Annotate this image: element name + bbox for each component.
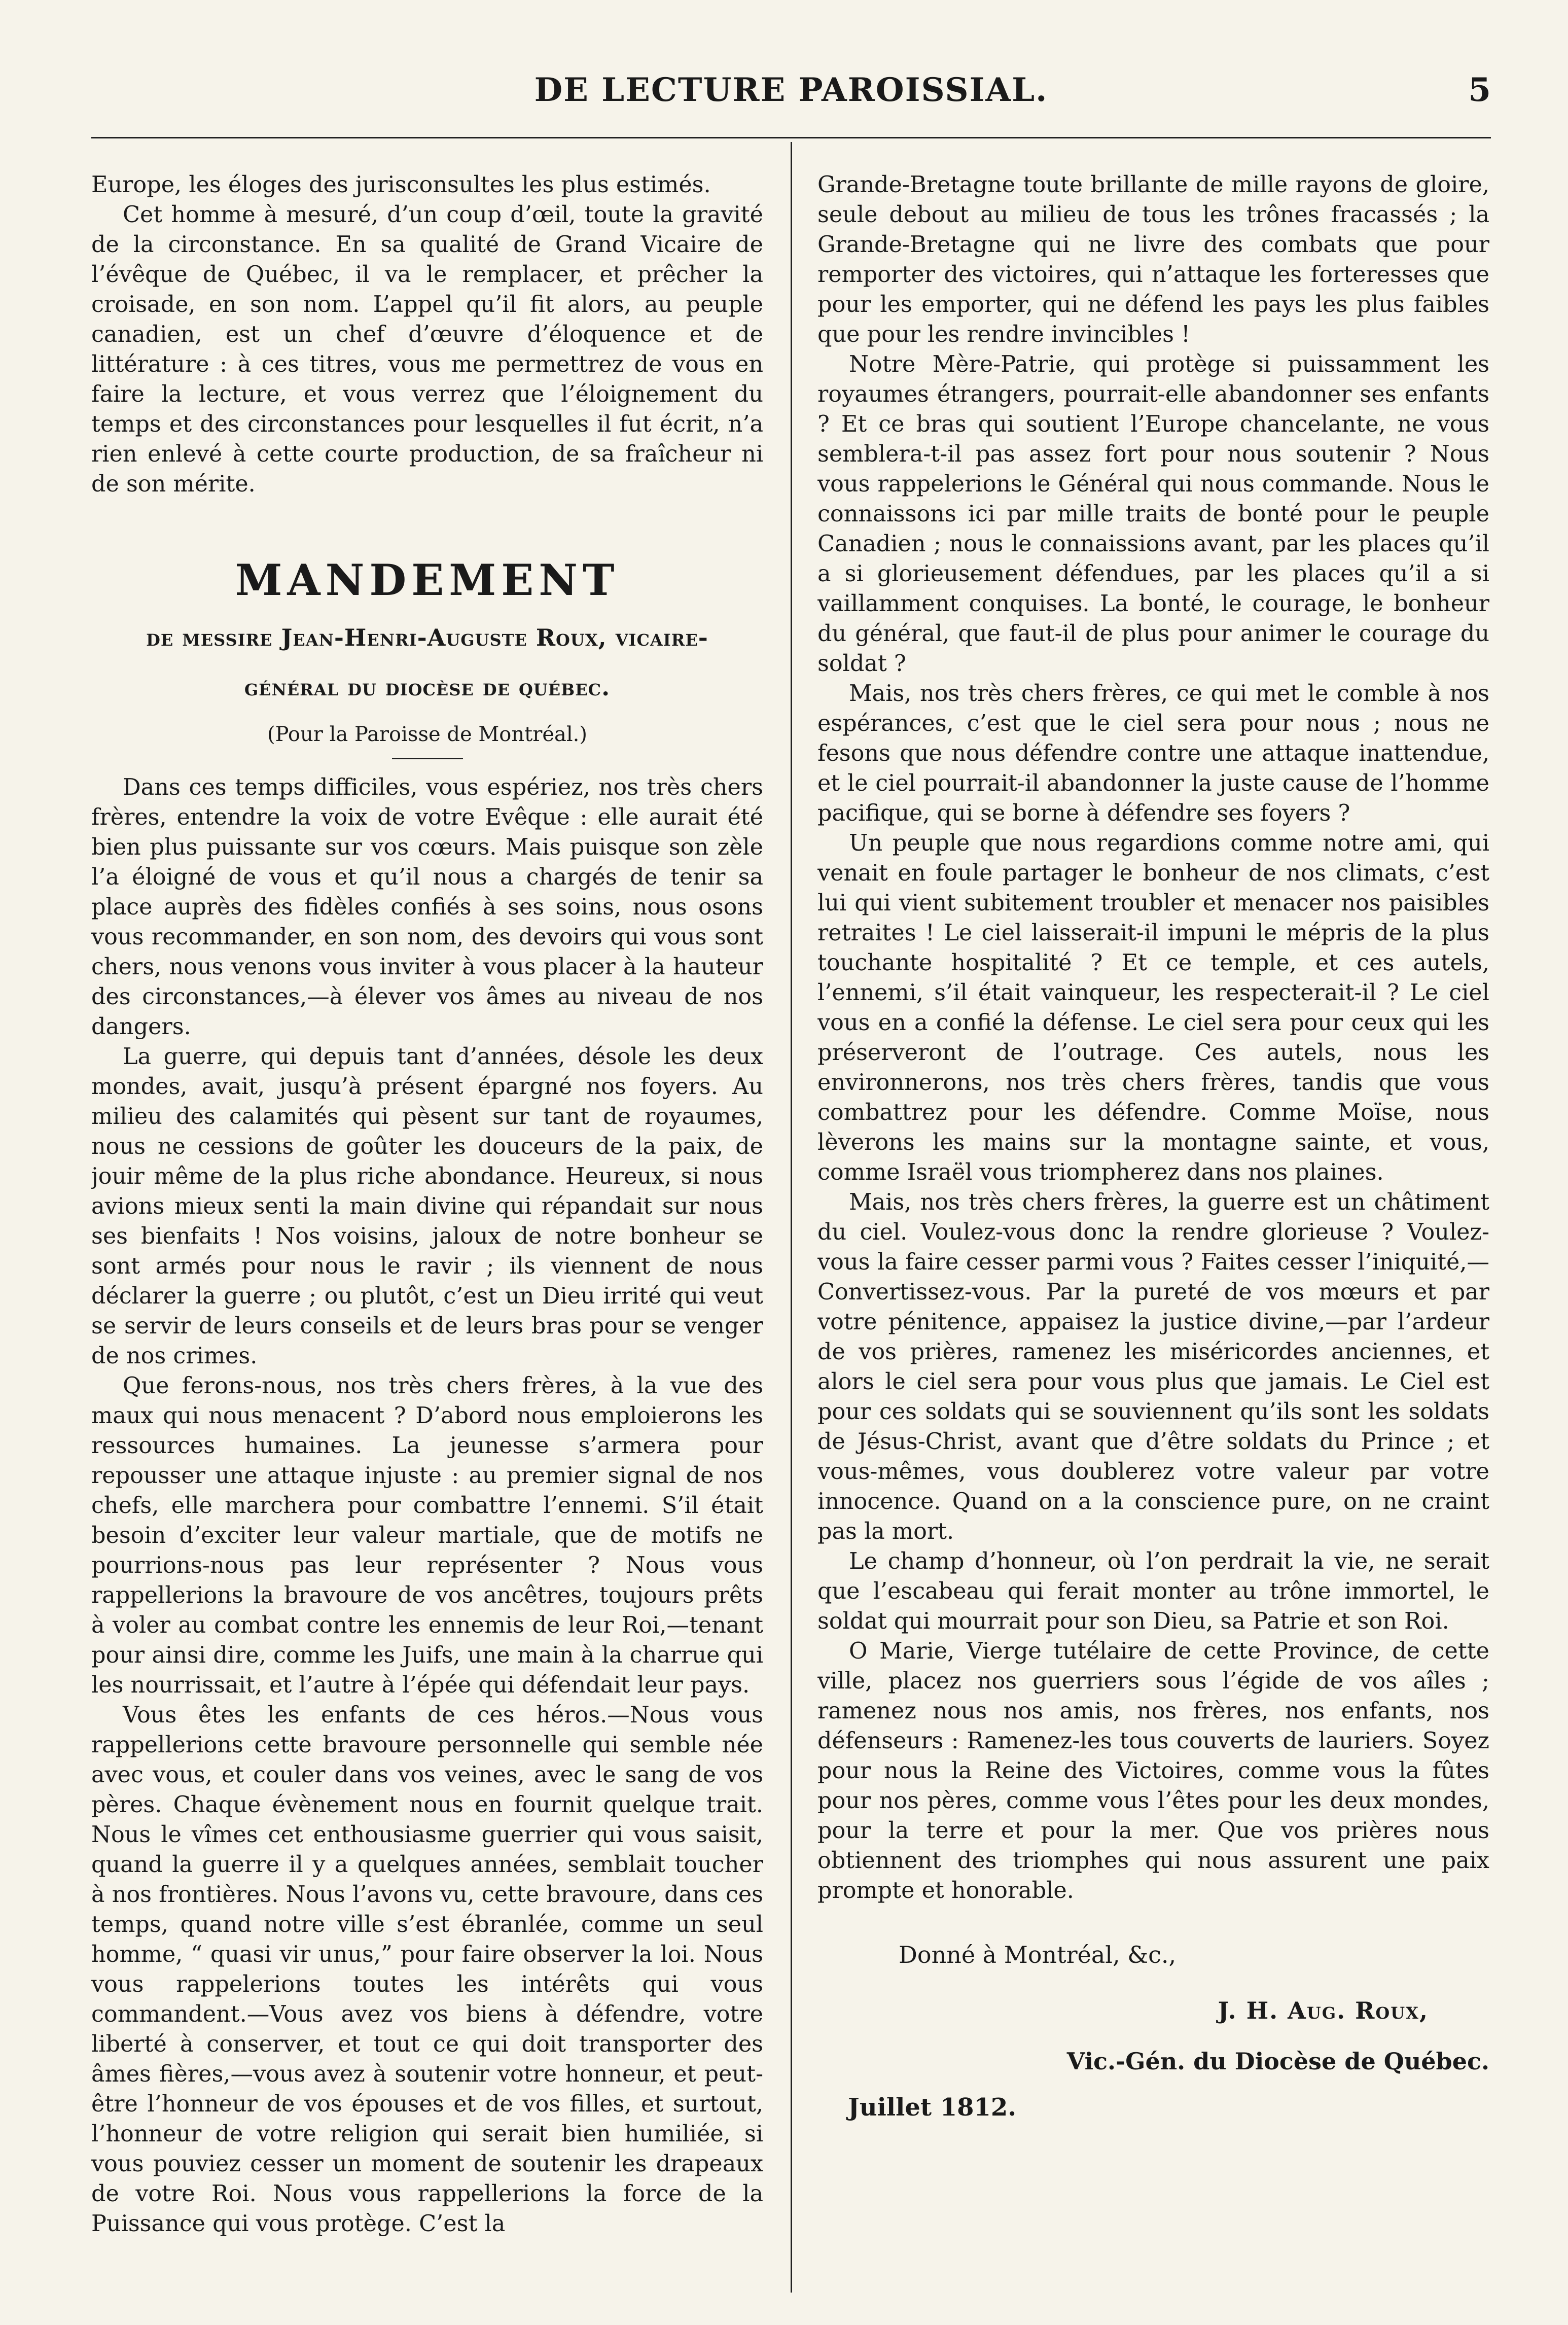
page [91,66,1491,2298]
intro-paragraph: Cet homme à mesuré, d’un coup d’œil, toute la gravité de la circonstance. En sa qualité de Grand Vicaire de l’évêque de Québec, il va le remplacer, et prêcher la croisade, en son nom. L’appel qu’il fit alors, au peuple canadien, est un chef d’œuvre d’éloquence et de littérature : à ces titres, vous me permettrez de vous en faire la lecture, et vous verrez que l’éloignement du temps et des circonstances pour lesquelles il fut écrit, n’a rien enlevé à cette courte production, de sa fraîcheur ni de son mérite. [91,202,763,497]
parish-note: (Pour la Paroisse de Montréal.) [267,723,587,746]
body-paragraph: Que ferons-nous, nos très chers frères, à la vue des maux qui nous menacent ? D’abord nous emploierons les ressources humaines. La jeunesse s’armera pour repousser une attaque injuste : au premier signal de nos chefs, elle marchera pour combattre l’ennemi. S’il était besoin d’exciter leur valeur martiale, que de motifs ne pourrions-nous pas leur représenter ? Nous vous rappellerions la bravoure de vos ancêtres, toujours prêts à voler au combat contre les ennemis de leur Roi,—tenant pour ainsi dire, comme les Juifs, une main à la charrue qui les nourrissait, et l’autre à l’épée qui défendait leur pays. [91,1373,763,1698]
body-paragraph: Dans ces temps difficiles, vous espériez, nos très chers frères, entendre la voix de votre Evêque : elle aurait été bien plus puissante sur vos cœurs. Mais puisque son zèle l’a éloigné de vous et qu’il nous a chargés de tenir sa place auprès des fidèles confiés à ses soins, nous osons vous recommander, en son nom, des devoirs qui vous sont chers, nous venons vous inviter à vous placer à la hauteur des circonstances,—à élever vos âmes au niveau de nos dangers. [91,774,763,1040]
closing-block [817,1941,1489,2295]
body-paragraph: Grande-Bretagne toute brillante de mille rayons de gloire, seule debout au milieu de tous les trônes fracassés ; la Grande-Bretagne qui ne livre des combats que pour remporter des victoires, qui n’attaque les forteresses que pour les emporter, qui ne défend les pays les plus faibles que pour les rendre invincibles ! [817,172,1489,347]
body-paragraph: Un peuple que nous regardions comme notre ami, qui venait en foule partager le bonheur de nos climats, c’est lui qui vient subitement troubler et menacer nos paisibles retraites ! Le ciel laisserait-il impuni le mépris de la plus touchante hospitalité ? Et ce temple, et ces autels, l’ennemi, s’il était vainqueur, les respecterait-il ? Le ciel vous en a confié la défense. Le ciel sera pour ceux qui les préserveront de l’outrage. Ces autels, nous les environnerons, nos très chers frères, tandis que vous combattrez pour les défendre. Comme Moïse, nous lèverons les mains sur la montagne sainte, et vous, comme Israël vous triompherez dans nos plaines. [817,830,1489,1185]
body-paragraph: La guerre, qui depuis tant d’années, désole les deux mondes, avait, jusqu’à présent épargné nos foyers. Au milieu des calamités qui pèsent sur tant de royaumes, nous ne cessions de goûter les douceurs de la paix, de jouir même de la plus riche abondance. Heureux, si nous avions mieux senti la main divine qui répandait sur nous ses bienfaits ! Nos voisins, jaloux de notre bonheur se sont armés pour nous le ravir ; ils viennent de nous déclarer la guerre ; ou plutôt, c’est un Dieu irrité qui veut se servir de leurs conseils et de leurs bras pour se venger de nos crimes. [91,1044,763,1369]
body-paragraph: Vous êtes les enfants de ces héros.—Nous vous rappellerions cette bravoure personnelle qui semble née avec vous, et couler dans vos veines, avec le sang de vos pères. Chaque évènement nous en fournit quelque trait. Nous le vîmes cet enthousiasme guerrier qui vous saisit, quand la guerre il y a quelques années, semblait toucher à nos frontières. Nous l’avons vu, cette bravoure, dans ces temps, quand notre ville s’est ébranlée, comme un seul homme, “ quasi vir unus,” pour faire observer la loi. Nous vous rappelerions toutes les intérêts qui vous commandent.—Vous avez vos biens à défendre, votre liberté à conserver, et tout ce qui doit transporter des âmes fières,—vous avez à soutenir votre honneur, et peut-être l’honneur de vos épouses et de vos filles, et surtout, l’honneur de votre religion qui serait bien humiliée, si vous pouviez cesser un moment de soutenir les drapeaux de votre Roi. Nous vous rappellerions la force de la Puissance qui vous protège. C’est la [91,1702,763,2237]
document-date: Juillet 1812. [848,2093,1017,2122]
body-paragraph: Le champ d’honneur, où l’on perdrait la vie, ne serait que l’escabeau qui ferait monter au trône immortel, le soldat qui mourrait pour son Dieu, sa Patrie et son Roi. [817,1548,1489,1634]
signature: J. H. Aug. Roux, [1218,1997,1429,2024]
intro-paragraph: Europe, les éloges des jurisconsultes les plus estimés. [91,172,711,198]
column-divider [791,142,792,2293]
right-column [817,170,1489,2295]
mandement-subtitle-line-2: général du diocèse de québec. [244,674,611,701]
header-rule [91,137,1491,138]
signer-role: Vic.-Gén. du Diocèse de Québec. [1066,2048,1489,2075]
body-paragraph: Mais, nos très chers frères, la guerre est un châtiment du ciel. Voulez-vous donc la rendre glorieuse ? Voulez-vous la faire cesser parmi vous ? Faites cesser l’iniquité,—Convertissez-vous. Par la pureté de vos mœurs et par votre pénitence, appaisez la justice divine,—par l’ardeur de vos prières, ramenez les miséricordes anciennes, et alors le ciel sera pour vous plus que jamais. Le Ciel est pour ces soldats qui se souviennent qu’ils sont les soldats de Jésus-Christ, avant que d’être soldats du Prince ; et vous-mêmes, vous doublerez votre valeur par votre innocence. Quand on a la conscience pure, on ne craint pas la mort. [817,1189,1489,1544]
running-header [91,66,1491,122]
page-number: 5 [1468,71,1491,109]
running-title: DE LECTURE PAROISSIAL. [534,71,1048,109]
body-paragraph: Mais, nos très chers frères, ce qui met le comble à nos espérances, c’est que le ciel sera pour nous ; nous ne fesons que nous défendre contre une attaque inattendue, et le ciel pourrait-il abandonner la juste cause de l’homme pacifique, qui se borne à défendre ses foyers ? [817,681,1489,826]
body-paragraph: O Marie, Vierge tutélaire de cette Province, de cette ville, placez nos guerriers sous l’égide de vos aîles ; ramenez nous nos amis, nos frères, nos enfants, nos défenseurs : Ramenez-les tous couverts de lauriers. Soyez pour nous la Reine des Victoires, comme vous la fûtes pour nos pères, comme vous l’êtes pour les deux mondes, pour la terre et pour la mer. Que vos prières nous obtiennent des triomphes qui nous assurent une paix prompte et honorable. [817,1638,1489,1904]
mandement-title: MANDEMENT [235,555,620,605]
short-divider [392,758,463,759]
mandement-heading [91,555,763,759]
given-at: Donné à Montréal, &c., [899,1941,1177,1968]
body-paragraph: Notre Mère-Patrie, qui protège si puissamment les royaumes étrangers, pourrait-elle abandonner ses enfants ? Et ce bras qui soutient l’Europe chancelante, ne vous semblera-t-il pas assez fort pour nous soutenir ? Nous vous rappelerions le Général qui nous commande. Nous le connaissons ici par mille traits de bonté pour le peuple Canadien ; nous le connaissions avant, par les places qu’il a si glorieusement défendues, par les places qu’il a si vaillamment conquises. La bonté, le courage, le bonheur du général, que faut-il de plus pour animer le courage du soldat ? [817,351,1489,677]
left-column [91,170,763,2295]
mandement-subtitle-line-1: de messire Jean-Henri-Auguste Roux, vicaire- [146,624,708,651]
